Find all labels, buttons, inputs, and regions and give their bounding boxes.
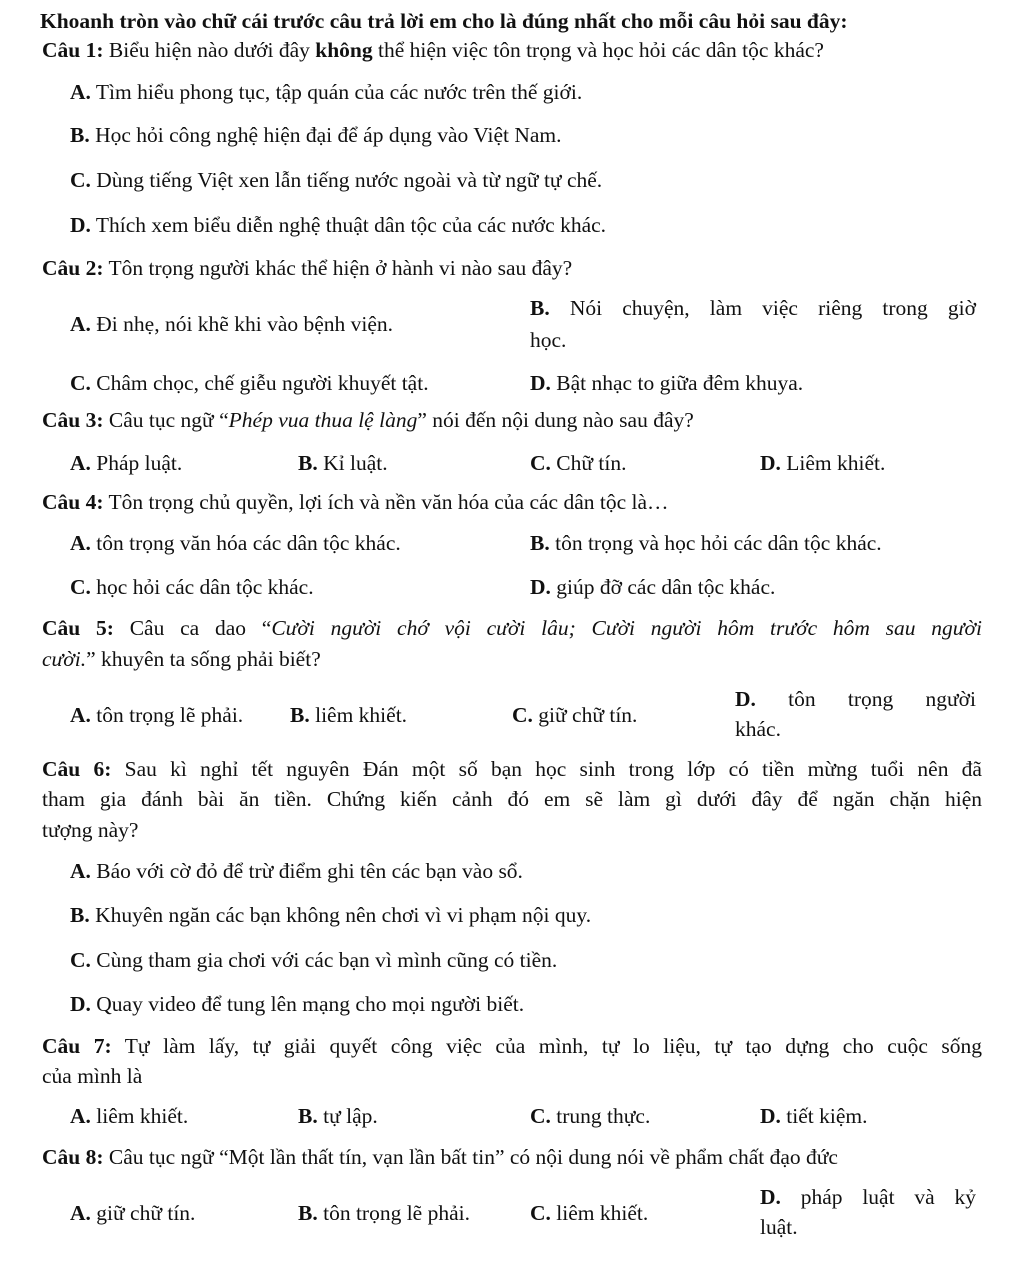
question-7-stem: Câu 7: Tự làm lấy, tự giải quyết công việc của mình, tự lo liệu, tự tạo dựng cho cuộc sống: [42, 1034, 982, 1058]
q5-option-d-continued: khác.: [735, 717, 781, 741]
q2-option-b-continued: học.: [530, 328, 567, 352]
q8-option-a[interactable]: A. giữ chữ tín.: [70, 1201, 196, 1225]
q7-option-b[interactable]: B. tự lập.: [298, 1104, 378, 1128]
q8-option-d[interactable]: D. pháp luật và kỷ: [760, 1185, 976, 1209]
q1-option-a[interactable]: A. Tìm hiểu phong tục, tập quán của các nước trên thế giới.: [70, 80, 583, 104]
question-5-stem-continued: cười.” khuyên ta sống phải biết?: [42, 647, 321, 671]
question-4-stem: Câu 4: Tôn trọng chủ quyền, lợi ích và nền văn hóa của các dân tộc là…: [42, 490, 669, 514]
q4-option-a[interactable]: A. tôn trọng văn hóa các dân tộc khác.: [70, 531, 401, 555]
folk-verse-quote: Cười người chớ vội cười lâu; Cười người hôm trước hôm sau người: [271, 616, 982, 640]
q3-option-d[interactable]: D. Liêm khiết.: [760, 451, 886, 475]
q5-option-c[interactable]: C. giữ chữ tín.: [512, 703, 638, 727]
question-label: Câu 7:: [42, 1034, 112, 1058]
question-label: Câu 6:: [42, 757, 112, 781]
q4-option-c[interactable]: C. học hỏi các dân tộc khác.: [70, 575, 314, 599]
instruction-heading: Khoanh tròn vào chữ cái trước câu trả lời em cho là đúng nhất cho mỗi câu hỏi sau đây:: [40, 9, 848, 33]
q2-option-c[interactable]: C. Châm chọc, chế giễu người khuyết tật.: [70, 371, 429, 395]
q7-option-a[interactable]: A. liêm khiết.: [70, 1104, 189, 1128]
q7-option-d[interactable]: D. tiết kiệm.: [760, 1104, 868, 1128]
question-5-stem: Câu 5: Câu ca dao “Cười người chớ vội cười lâu; Cười người hôm trước hôm sau người: [42, 616, 982, 640]
proverb-quote: Phép vua thua lệ làng: [228, 408, 418, 432]
q1-option-c[interactable]: C. Dùng tiếng Việt xen lẫn tiếng nước ngoài và từ ngữ tự chế.: [70, 168, 603, 192]
q1-option-b[interactable]: B. Học hỏi công nghệ hiện đại để áp dụng vào Việt Nam.: [70, 123, 562, 147]
q3-option-b[interactable]: B. Kỉ luật.: [298, 451, 388, 475]
q5-option-d[interactable]: D. tôn trọng người: [735, 687, 976, 711]
emphasis-word: không: [315, 38, 373, 62]
q2-option-b[interactable]: B. Nói chuyện, làm việc riêng trong giờ: [530, 296, 976, 320]
question-8-stem: Câu 8: Câu tục ngữ “Một lần thất tín, vạn lần bất tin” có nội dung nói về phẩm chất đạo đức: [42, 1145, 838, 1169]
q4-option-b[interactable]: B. tôn trọng và học hỏi các dân tộc khác.: [530, 531, 882, 555]
question-label: Câu 8:: [42, 1145, 104, 1169]
q4-option-d[interactable]: D. giúp đỡ các dân tộc khác.: [530, 575, 776, 599]
question-label: Câu 2:: [42, 256, 104, 280]
q2-option-d[interactable]: D. Bật nhạc to giữa đêm khuya.: [530, 371, 804, 395]
question-label: Câu 4:: [42, 490, 104, 514]
q3-option-a[interactable]: A. Pháp luật.: [70, 451, 183, 475]
question-label: Câu 1:: [42, 38, 104, 62]
q8-option-b[interactable]: B. tôn trọng lẽ phải.: [298, 1201, 470, 1225]
question-1-stem: Câu 1: Biểu hiện nào dưới đây không thể hiện việc tôn trọng và học hỏi các dân tộc khác?: [42, 38, 824, 62]
q2-option-a[interactable]: A. Đi nhẹ, nói khẽ khi vào bệnh viện.: [70, 312, 394, 336]
question-3-stem: Câu 3: Câu tục ngữ “Phép vua thua lệ làng” nói đến nội dung nào sau đây?: [42, 408, 694, 432]
q1-option-d[interactable]: D. Thích xem biểu diễn nghệ thuật dân tộc của các nước khác.: [70, 213, 607, 237]
question-2-stem: Câu 2: Tôn trọng người khác thể hiện ở hành vi nào sau đây?: [42, 256, 573, 280]
question-6-stem: Câu 6: Sau kì nghỉ tết nguyên Đán một số bạn học sinh trong lớp có tiền mừng tuổi nên đã: [42, 757, 982, 781]
q3-option-c[interactable]: C. Chữ tín.: [530, 451, 627, 475]
q6-option-b[interactable]: B. Khuyên ngăn các bạn không nên chơi vì vi phạm nội quy.: [70, 903, 592, 927]
question-label: Câu 5:: [42, 616, 114, 640]
q8-option-d-continued: luật.: [760, 1215, 798, 1239]
q6-option-d[interactable]: D. Quay video để tung lên mạng cho mọi người biết.: [70, 992, 525, 1016]
question-6-stem-line-2: tham gia đánh bài ăn tiền. Chứng kiến cảnh đó em sẽ làm gì dưới đây để ngăn chặn hiện: [42, 787, 982, 811]
q6-option-a[interactable]: A. Báo với cờ đỏ để trừ điểm ghi tên các bạn vào sổ.: [70, 859, 523, 883]
question-label: Câu 3:: [42, 408, 104, 432]
question-7-stem-line-2: của mình là: [42, 1064, 143, 1088]
question-6-stem-line-3: tượng này?: [42, 818, 139, 842]
q5-option-a[interactable]: A. tôn trọng lẽ phải.: [70, 703, 244, 727]
q8-option-c[interactable]: C. liêm khiết.: [530, 1201, 649, 1225]
q7-option-c[interactable]: C. trung thực.: [530, 1104, 651, 1128]
q5-option-b[interactable]: B. liêm khiết.: [290, 703, 408, 727]
q6-option-c[interactable]: C. Cùng tham gia chơi với các bạn vì mình cũng có tiền.: [70, 948, 558, 972]
